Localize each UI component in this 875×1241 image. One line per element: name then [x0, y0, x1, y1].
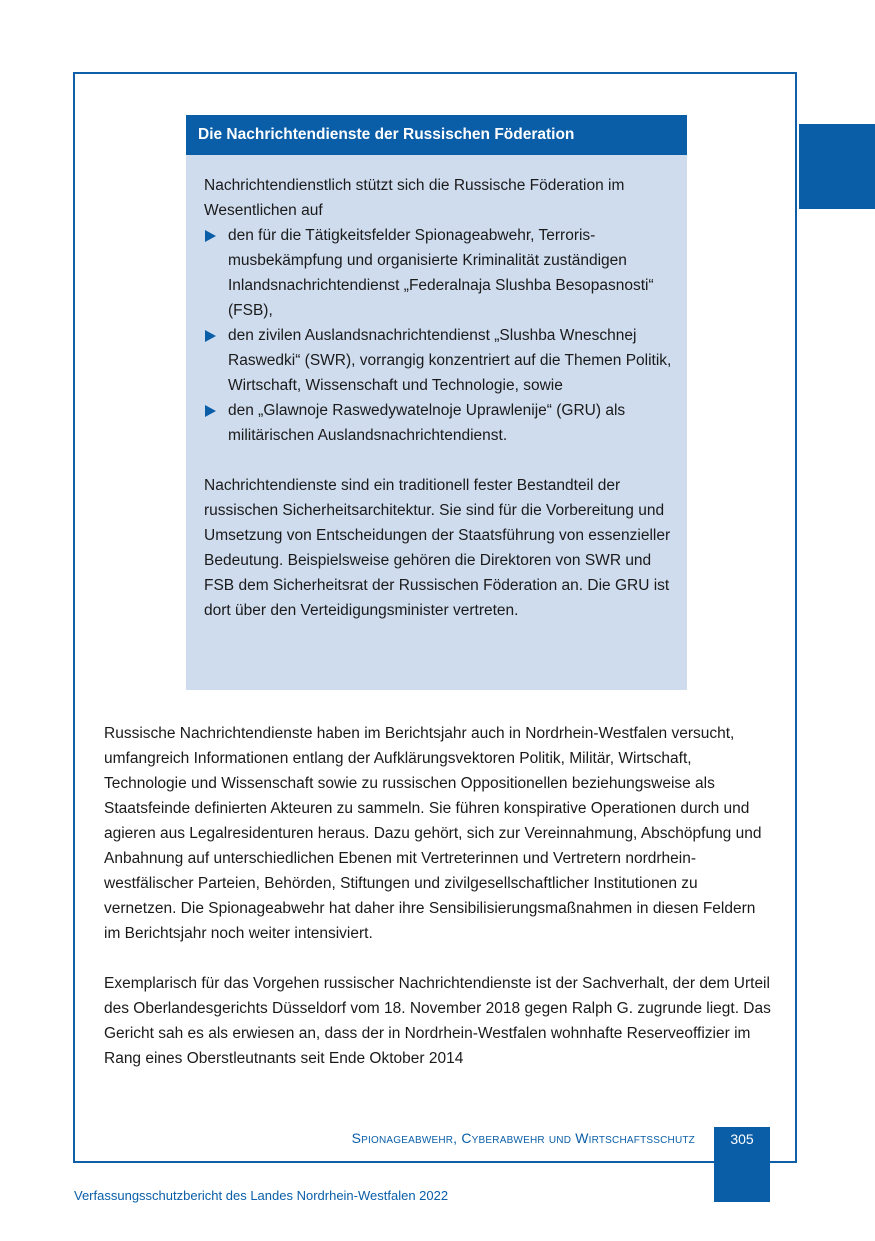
page-number: 305: [730, 1131, 754, 1147]
info-box: [186, 115, 687, 690]
page-number-box: [714, 1127, 770, 1202]
list-item: [204, 223, 673, 323]
main-text: [104, 721, 772, 1096]
info-box-title: Die Nachrichtendienste der Russischen Föderation: [186, 115, 687, 155]
info-box-closing: Nachrichtendienste sind ein traditionell fester Bestandteil der russischen Sicherheitsarchitektur. Sie sind für die Vorbereitung und Umsetzung von Entscheidungen der Staatsführung von essenzieller Bedeutung. Beispielsweise gehören die Direktoren von SWR und FSB dem Sicherheitsrat der Russischen Föderation an. Die GRU ist dort über den Verteidigungsminister vertreten.: [204, 477, 671, 619]
running-head: Spionageabwehr, Cyberabwehr und Wirtschaftsschutz: [351, 1130, 695, 1146]
footer-text: Verfassungsschutzbericht des Landes Nordrhein-Westfalen 2022: [74, 1188, 449, 1203]
body-paragraph: Exemplarisch für das Vorgehen russischer Nachrichtendienste ist der Sachverhalt, der dem Urteil des Oberlandesgerichts Düsseldorf vom 18. November 2018 gegen Ralph G. zugrunde liegt. Das Gericht sah es als erwiesen an, dass der in Nordrhein-Westfalen wohnhafte Reserveoffizier im Rang eines Oberstleutnants seit Ende Oktober 2014: [104, 975, 771, 1067]
list-item-text: den „Glawnoje Raswedywatelnoje Uprawlenije“ (GRU) als militärischen Auslandsnachrichtendienst.: [228, 402, 626, 444]
list-item-text: den zivilen Auslandsnachrichtendienst „Slushba Wneschnej Raswedki“ (SWR), vorrangig konzentriert auf die Themen Politik, Wirtschaft, Wissenschaft und Technologie, sowie: [228, 327, 672, 394]
list-item-text: den für die Tätigkeitsfelder Spionageabwehr, Terrorismusbekämpfung und organisierte Kriminalität zuständigen Inlandsnachrichtendienst „Federalnaja Slushba Besopasnosti“ (FSB),: [228, 227, 654, 319]
info-box-body: [186, 155, 687, 623]
triangle-bullet-icon: [205, 330, 216, 342]
list-item: [204, 398, 673, 448]
bullet-list: [204, 223, 673, 448]
chapter-tab: [799, 124, 875, 209]
triangle-bullet-icon: [205, 230, 216, 242]
triangle-bullet-icon: [205, 405, 216, 417]
body-paragraph: Russische Nachrichtendienste haben im Berichtsjahr auch in Nordrhein-Westfalen versucht, umfangreich Informationen entlang der Aufklärungsvektoren Politik, Militär, Wirtschaft, Technologie und Wissenschaft sowie zu russischen Oppositionellen beziehungsweise als Staatsfeinde definierten Akteuren zu sammeln. Sie führen konspirative Operationen durch und agieren aus Legalresidenturen heraus. Dazu gehört, sich zur Vereinnahmung, Abschöpfung und Anbahnung auf unterschiedlichen Ebenen mit Vertreterinnen und Vertretern nordrhein-westfälischer Parteien, Behörden, Stiftungen und zivilgesellschaftlicher Institutionen zu vernetzen. Die Spionageabwehr hat daher ihre Sensibilisierungsmaßnahmen in diesen Feldern im Berichtsjahr noch weiter intensiviert.: [104, 725, 762, 942]
info-box-intro: Nachrichtendienstlich stützt sich die Russische Föderation im Wesentlichen auf: [204, 177, 625, 219]
list-item: [204, 323, 673, 398]
